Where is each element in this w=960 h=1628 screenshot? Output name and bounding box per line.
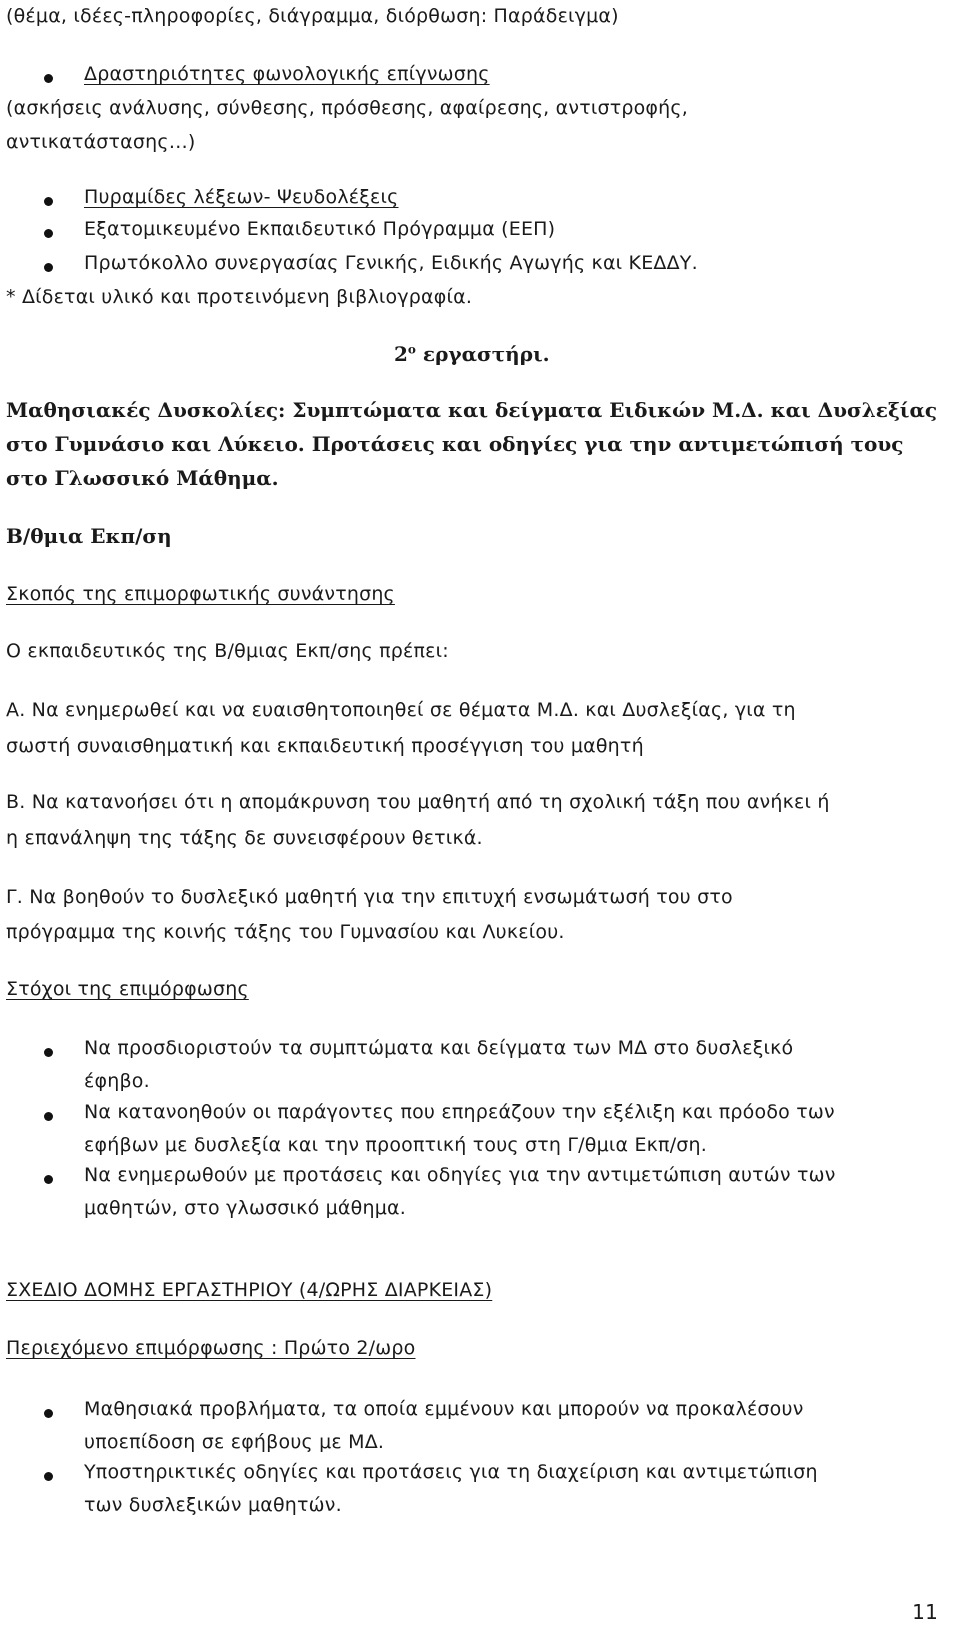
- plan-subheading: Περιεχόμενο επιμόρφωσης : Πρώτο 2/ωρο: [6, 1337, 416, 1359]
- list-item: Πρωτόκολλο συνεργασίας Γενικής, Ειδικής Αγωγής και ΚΕΔΔΥ.: [84, 252, 698, 274]
- goals-heading: Στόχοι της επιμόρφωσης: [6, 978, 249, 1000]
- intro-line: (θέμα, ιδέες-πληροφορίες, διάγραμμα, διόρθωση: Παράδειγμα): [6, 5, 619, 27]
- purpose-item: σωστή συναισθηματική και εκπαιδευτική προσέγγιση του μαθητή: [6, 735, 644, 757]
- bullet-icon: [44, 74, 53, 83]
- goal-item: έφηβο.: [84, 1070, 150, 1092]
- bullet-icon: [44, 1175, 53, 1184]
- purpose-item: Γ. Να βοηθούν το δυσλεξικό μαθητή για την επιτυχή ενσωμάτωσή του στο: [6, 886, 733, 908]
- purpose-item: Α. Να ενημερωθεί και να ευαισθητοποιηθεί σε θέματα Μ.Δ. και Δυσλεξίας, για τη: [6, 699, 796, 721]
- bullet-icon: [44, 1112, 53, 1121]
- level-heading: Β/θμια Εκπ/ση: [6, 524, 172, 548]
- plan-item: των δυσλεξικών μαθητών.: [84, 1494, 342, 1516]
- list-continuation: (ασκήσεις ανάλυσης, σύνθεσης, πρόσθεσης, αφαίρεσης, αντιστροφής,: [6, 97, 688, 119]
- list-item: Δραστηριότητες φωνολογικής επίγνωσης: [84, 63, 490, 85]
- purpose-item: Β. Να κατανοήσει ότι η απομάκρυνση του μαθητή από τη σχολική τάξη που ανήκει ή: [6, 791, 830, 813]
- list-item: Εξατομικευμένο Εκπαιδευτικό Πρόγραμμα (ΕΕΠ): [84, 218, 556, 240]
- bullet-icon: [44, 1409, 53, 1418]
- purpose-heading: Σκοπός της επιμορφωτικής συνάντησης: [6, 583, 395, 605]
- workshop-title: Μαθησιακές Δυσκολίες: Συμπτώματα και δείγματα Ειδικών Μ.Δ. και Δυσλεξίας: [6, 398, 938, 422]
- goal-item: Να προσδιοριστούν τα συμπτώματα και δείγματα των ΜΔ στο δυσλεξικό: [84, 1037, 794, 1059]
- plan-item: Μαθησιακά προβλήματα, τα οποία εμμένουν και μπορούν να προκαλέσουν: [84, 1398, 804, 1420]
- goal-item: Να ενημερωθούν με προτάσεις και οδηγίες για την αντιμετώπιση αυτών των: [84, 1164, 836, 1186]
- goal-item: μαθητών, στο γλωσσικό μάθημα.: [84, 1197, 406, 1219]
- goal-item: Να κατανοηθούν οι παράγοντες που επηρεάζουν την εξέλιξη και πρόοδο των: [84, 1101, 835, 1123]
- purpose-item: πρόγραμμα της κοινής τάξης του Γυμνασίου και Λυκείου.: [6, 921, 565, 943]
- note-line: * Δίδεται υλικό και προτεινόμενη βιβλιογραφία.: [6, 286, 473, 308]
- purpose-item: η επανάληψη της τάξης δε συνεισφέρουν θετικά.: [6, 827, 483, 849]
- purpose-intro: Ο εκπαιδευτικός της Β/θμιας Εκπ/σης πρέπει:: [6, 640, 449, 662]
- plan-item: υποεπίδοση σε εφήβους με ΜΔ.: [84, 1431, 385, 1453]
- plan-item: Υποστηρικτικές οδηγίες και προτάσεις για τη διαχείριση και αντιμετώπιση: [84, 1461, 818, 1483]
- bullet-icon: [44, 1472, 53, 1481]
- page-number: 11: [912, 1600, 938, 1624]
- workshop-title: στο Γλωσσικό Μάθημα.: [6, 466, 279, 490]
- list-item: Πυραμίδες λέξεων- Ψευδολέξεις: [84, 186, 399, 208]
- bullet-icon: [44, 263, 53, 272]
- list-continuation: αντικατάστασης…): [6, 131, 196, 153]
- bullet-icon: [44, 229, 53, 238]
- workshop-label: $2^o$ εργαστήρι.: [394, 342, 550, 366]
- bullet-icon: [44, 197, 53, 206]
- bullet-icon: [44, 1048, 53, 1057]
- goal-item: εφήβων με δυσλεξία και την προοπτική τους στη Γ/θμια Εκπ/ση.: [84, 1134, 708, 1156]
- plan-heading: ΣΧΕΔΙΟ ΔΟΜΗΣ ΕΡΓΑΣΤΗΡΙΟΥ (4/ΩΡΗΣ ΔΙΑΡΚΕΙΑΣ): [6, 1279, 493, 1301]
- workshop-title: στο Γυμνάσιο και Λύκειο. Προτάσεις και οδηγίες για την αντιμετώπισή τους: [6, 432, 904, 456]
